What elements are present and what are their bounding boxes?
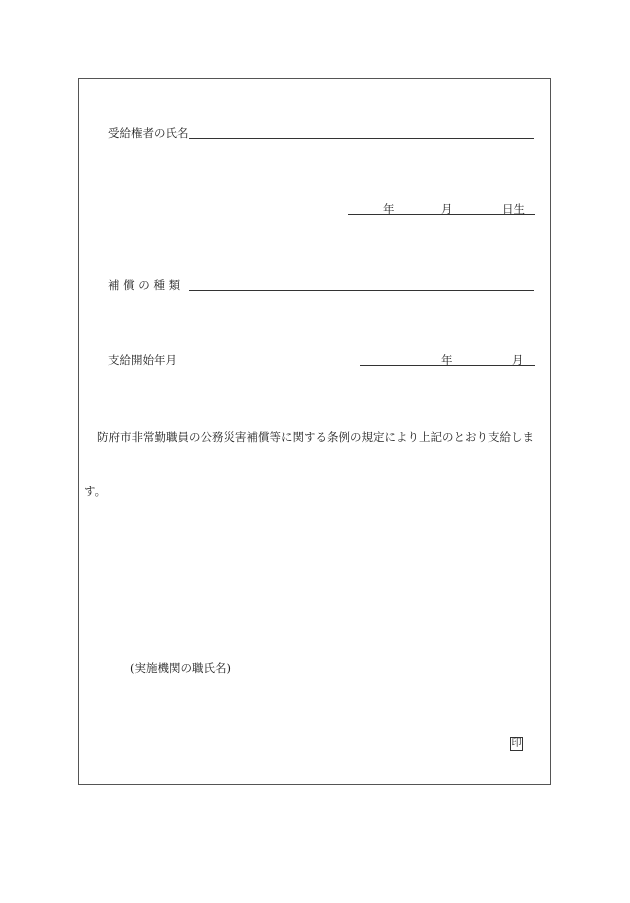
payment-start-label: 支給開始年月	[108, 353, 177, 367]
statement-line-1: 防府市非常勤職員の公務災害補償等に関する条例の規定により上記のとおり支給しま	[97, 430, 534, 444]
payment-start-month-label: 月	[512, 353, 524, 367]
seal-box: 印	[511, 738, 522, 749]
recipient-name-field[interactable]	[189, 138, 534, 139]
compensation-type-field[interactable]	[189, 290, 534, 291]
recipient-name-label: 受給権者の氏名	[108, 126, 189, 140]
payment-start-year-label: 年	[441, 353, 453, 367]
birth-month-label: 月	[441, 202, 453, 216]
compensation-type-label: 補 償 の 種 類	[108, 278, 181, 292]
birth-day-label: 日生	[502, 202, 525, 216]
birth-date-field[interactable]	[348, 214, 535, 215]
payment-start-field[interactable]	[360, 365, 535, 366]
agency-official-label: (実施機関の職氏名)	[130, 661, 231, 675]
statement-line-2: す。	[84, 484, 107, 498]
birth-year-label: 年	[383, 202, 395, 216]
